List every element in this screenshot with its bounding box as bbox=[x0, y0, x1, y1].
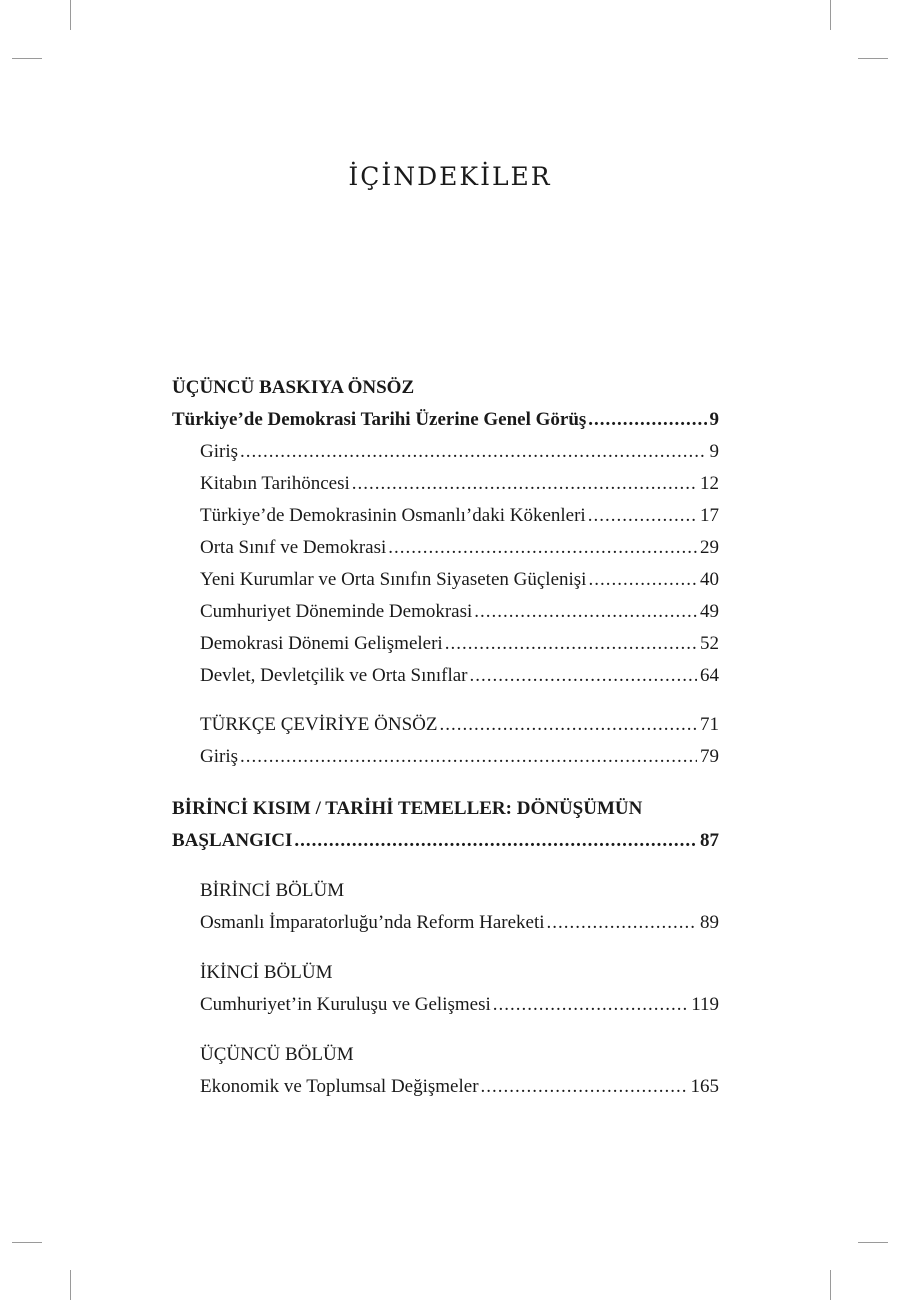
table-of-contents bbox=[172, 372, 719, 1103]
toc-entry-page: 64 bbox=[700, 665, 719, 686]
toc-entry-chapter[interactable] bbox=[172, 907, 719, 939]
toc-entry-page: 87 bbox=[700, 830, 719, 851]
toc-entry[interactable] bbox=[172, 660, 719, 692]
toc-entry-chapter[interactable] bbox=[172, 1071, 719, 1103]
toc-entry-part1[interactable] bbox=[172, 825, 719, 857]
toc-entry-page: 165 bbox=[690, 1076, 719, 1097]
toc-entry-page: 17 bbox=[700, 505, 719, 526]
leader-dots bbox=[588, 564, 697, 596]
toc-entry-title: BAŞLANGICI bbox=[172, 830, 293, 851]
crop-mark bbox=[858, 58, 888, 59]
leader-dots bbox=[240, 741, 697, 773]
toc-entry-chapter[interactable] bbox=[172, 989, 719, 1021]
leader-dots bbox=[388, 532, 697, 564]
toc-entry[interactable] bbox=[172, 628, 719, 660]
toc-entry-title: Devlet, Devletçilik ve Orta Sınıflar bbox=[200, 665, 468, 686]
leader-dots bbox=[445, 628, 697, 660]
toc-entry-page: 49 bbox=[700, 601, 719, 622]
chapter-label: BİRİNCİ BÖLÜM bbox=[200, 880, 345, 901]
toc-entry[interactable] bbox=[172, 532, 719, 564]
toc-entry[interactable] bbox=[172, 436, 719, 468]
toc-entry-page: 71 bbox=[700, 714, 719, 735]
toc-entry-intro[interactable] bbox=[172, 741, 719, 773]
crop-mark bbox=[12, 1242, 42, 1243]
toc-entry-title: Giriş bbox=[200, 441, 238, 462]
crop-mark bbox=[12, 58, 42, 59]
leader-dots bbox=[474, 596, 697, 628]
toc-entry-page: 79 bbox=[700, 746, 719, 767]
crop-mark bbox=[830, 1270, 831, 1300]
leader-dots bbox=[240, 436, 707, 468]
toc-entry-title: Demokrasi Dönemi Gelişmeleri bbox=[200, 633, 443, 654]
toc-entry-overview[interactable] bbox=[172, 404, 719, 436]
toc-entry[interactable] bbox=[172, 564, 719, 596]
toc-entry-title: Osmanlı İmparatorluğu’nda Reform Hareketi bbox=[200, 912, 545, 933]
toc-entry[interactable] bbox=[172, 500, 719, 532]
toc-entry-page: 119 bbox=[691, 994, 719, 1015]
leader-dots bbox=[440, 709, 698, 741]
leader-dots bbox=[493, 989, 688, 1021]
preface3-heading: ÜÇÜNCÜ BASKIYA ÖNSÖZ bbox=[172, 377, 415, 398]
toc-entry-title: Türkiye’de Demokrasi Tarihi Üzerine Genel Görüş bbox=[172, 409, 587, 430]
toc-entry-title: Giriş bbox=[200, 746, 238, 767]
toc-entry-title: Cumhuriyet’in Kuruluşu ve Gelişmesi bbox=[200, 994, 491, 1015]
leader-dots bbox=[294, 825, 697, 857]
toc-entry[interactable] bbox=[172, 596, 719, 628]
leader-dots bbox=[470, 660, 698, 692]
toc-entry[interactable] bbox=[172, 468, 719, 500]
leader-dots bbox=[352, 468, 697, 500]
toc-entry-title: Türkiye’de Demokrasinin Osmanlı’daki Kökenleri bbox=[200, 505, 586, 526]
toc-entry-page: 40 bbox=[700, 569, 719, 590]
toc-entry-page: 9 bbox=[709, 409, 719, 430]
toc-entry-title: Ekonomik ve Toplumsal Değişmeler bbox=[200, 1076, 479, 1097]
toc-entry-title: Kitabın Tarihöncesi bbox=[200, 473, 350, 494]
crop-mark bbox=[858, 1242, 888, 1243]
toc-entry-page: 12 bbox=[700, 473, 719, 494]
chapter-label: İKİNCİ BÖLÜM bbox=[200, 962, 333, 983]
toc-entry-title: Orta Sınıf ve Demokrasi bbox=[200, 537, 387, 558]
leader-dots bbox=[588, 500, 697, 532]
toc-entry-page: 89 bbox=[700, 912, 719, 933]
leader-dots bbox=[547, 907, 697, 939]
toc-entry-page: 52 bbox=[700, 633, 719, 654]
chapter-label: ÜÇÜNCÜ BÖLÜM bbox=[200, 1044, 354, 1065]
crop-mark bbox=[70, 1270, 71, 1300]
crop-mark bbox=[70, 0, 71, 30]
page-title: İÇİNDEKİLER bbox=[348, 162, 552, 191]
leader-dots bbox=[588, 404, 706, 436]
leader-dots bbox=[481, 1071, 688, 1103]
toc-entry-title: TÜRKÇE ÇEVİRİYE ÖNSÖZ bbox=[200, 714, 438, 735]
toc-entry-page: 9 bbox=[709, 441, 719, 462]
toc-entry-title: Yeni Kurumlar ve Orta Sınıfın Siyaseten Güçlenişi bbox=[200, 569, 587, 590]
part1-title-line1: BİRİNCİ KISIM / TARİHİ TEMELLER: DÖNÜŞÜMÜN bbox=[172, 798, 643, 819]
toc-entry-page: 29 bbox=[700, 537, 719, 558]
toc-entry-translation-preface[interactable] bbox=[172, 709, 719, 741]
toc-entry-title: Cumhuriyet Döneminde Demokrasi bbox=[200, 601, 473, 622]
crop-mark bbox=[830, 0, 831, 30]
